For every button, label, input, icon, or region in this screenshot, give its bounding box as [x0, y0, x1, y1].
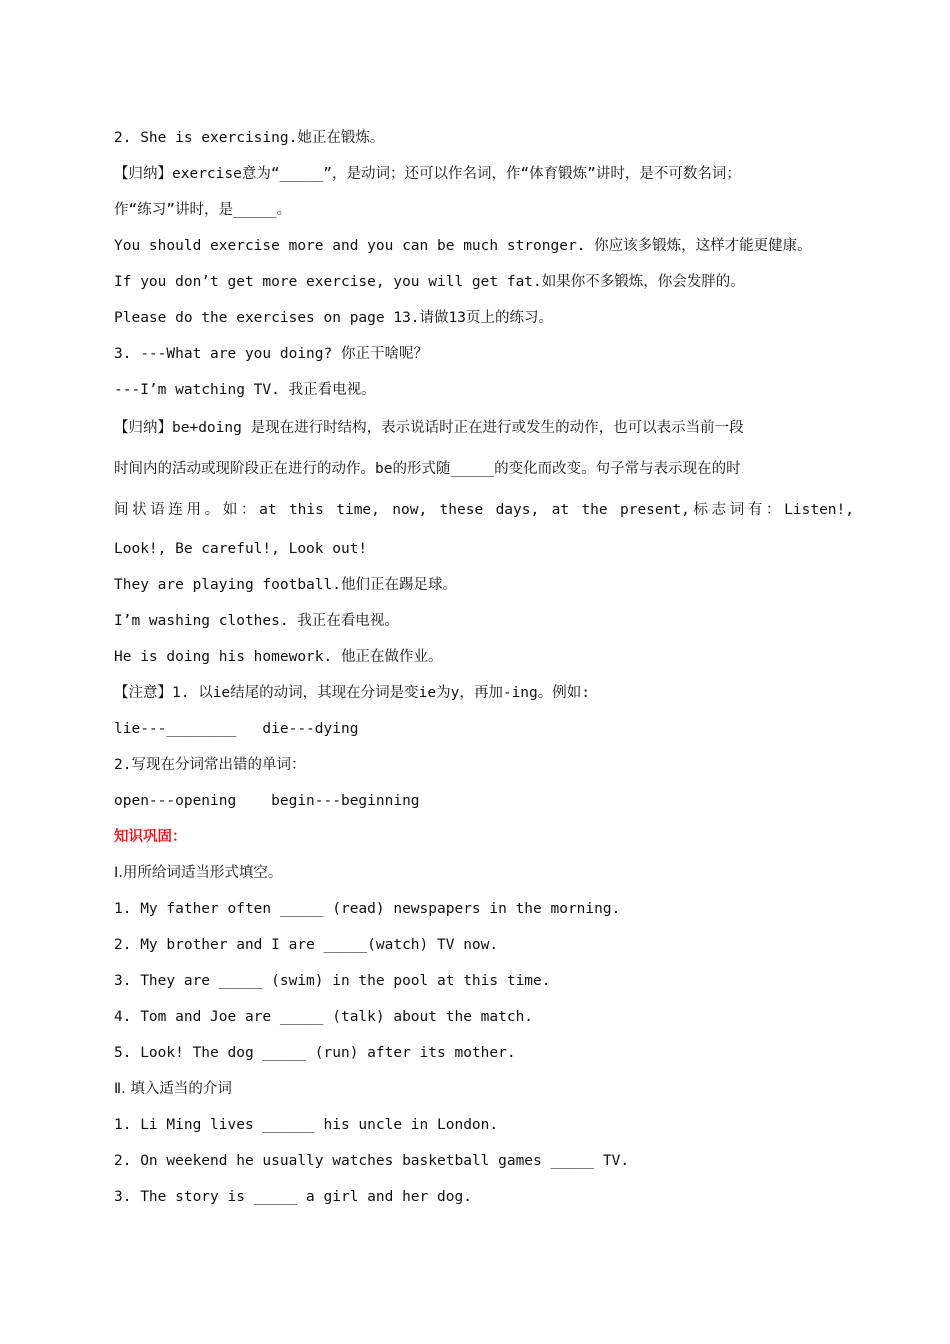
example-sentence: If you don’t get more exercise, you will get fat.如果你不多锻炼，你会发胖的。: [114, 274, 745, 290]
text-line: open---opening begin---beginning: [114, 793, 420, 809]
document-page: [114, 120, 854, 1215]
example-sentence: He is doing his homework. 他正在做作业。: [114, 649, 443, 665]
note-line: 2.写现在分词常出错的单词：: [114, 757, 306, 773]
example-sentence: You should exercise more and you can be much stronger. 你应该多锻炼，这样才能更健康。: [114, 238, 812, 254]
exercise-item: 2. My brother and I are _____(watch) TV now.: [114, 937, 499, 953]
summary-line: 【归纳】exercise意为“_____”，是动词；还可以作名词，作“体育锻炼”讲时，是不可数名词；: [114, 166, 741, 182]
exercise-item: 2. On weekend he usually watches basketball games _____ TV.: [114, 1153, 630, 1169]
section-heading: 知识巩固：: [114, 829, 187, 845]
exercise-item: 1. Li Ming lives ______ his uncle in London.: [114, 1117, 499, 1133]
exercise-item: 5. Look! The dog _____ (run) after its mother.: [114, 1045, 516, 1061]
text-line: Look!, Be careful!, Look out!: [114, 541, 368, 557]
exercise-item: 3. They are _____ (swim) in the pool at this time.: [114, 973, 551, 989]
summary-line: 时间内的活动或现阶段正在进行的动作。be的形式随_____的变化而改变。句子常与表示现在的时: [114, 461, 741, 477]
example-sentence: I’m washing clothes. 我正在看电视。: [114, 613, 399, 629]
summary-line: 【归纳】be+doing 是现在进行时结构，表示说话时正在进行或发生的动作，也可以表示当前一段: [114, 420, 744, 436]
exercise-heading: Ⅰ.用所给词适当形式填空。: [114, 865, 283, 881]
text-line: lie---________ die---dying: [114, 721, 359, 737]
example-sentence: Please do the exercises on page 13.请做13页上的练习。: [114, 310, 553, 326]
dialogue-line: ---I’m watching TV. 我正看电视。: [114, 382, 376, 398]
exercise-item: 4. Tom and Joe are _____ (talk) about the match.: [114, 1009, 534, 1025]
summary-line: 间状语连用。如：at this time, now, these days, at the present,标志词有：Listen!,: [114, 502, 854, 518]
dialogue-line: 3. ---What are you doing? 你正干啥呢？: [114, 346, 428, 362]
exercise-item: 1. My father often _____ (read) newspapers in the morning.: [114, 901, 621, 917]
example-sentence: They are playing football.他们正在踢足球。: [114, 577, 457, 593]
exercise-item: 3. The story is _____ a girl and her dog.: [114, 1189, 472, 1205]
note-line: 【注意】1. 以ie结尾的动词，其现在分词是变ie为y，再加-ing。例如:: [114, 685, 590, 701]
exercise-heading: Ⅱ. 填入适当的介词: [114, 1081, 232, 1097]
text-line: 2. She is exercising.她正在锻炼。: [114, 130, 385, 146]
text-line: 作“练习”讲时，是_____。: [114, 202, 292, 218]
